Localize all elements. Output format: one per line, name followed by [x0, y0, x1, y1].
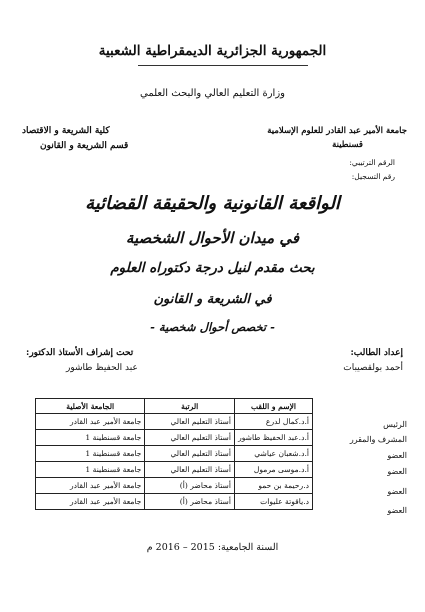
table-row [36, 478, 313, 494]
registration-number-label: رقم التسجيل: [351, 172, 395, 181]
prepared-by-label: إعداد الطالب: [350, 348, 403, 358]
member-name: أ.د.شعبان عياشي [235, 446, 313, 462]
table-row [36, 430, 313, 446]
member-rank: أستاذ محاضر (أ) [145, 494, 235, 510]
jury-role: العضو [387, 467, 407, 476]
table-row [36, 462, 313, 478]
degree-statement: بحث مقدم لنيل درجة دكتوراه العلوم [110, 260, 315, 276]
table-row [36, 446, 313, 462]
member-name: أ.د.موسى مرمول [235, 462, 313, 478]
member-rank: أستاذ التعليم العالي [145, 462, 235, 478]
header-rank: الرتبة [145, 399, 235, 414]
jury-role: العضو [387, 506, 407, 515]
academic-year: السنة الجامعية: 2015 – 2016 م [146, 542, 279, 553]
table-row [36, 494, 313, 510]
member-university: جامعة الأمير عبد القادر [36, 478, 145, 494]
jury-role: العضو [387, 451, 407, 460]
department-name: قسم الشريعة و القانون [40, 141, 129, 151]
member-rank: أستاذ محاضر (أ) [145, 478, 235, 494]
member-rank: أستاذ التعليم العالي [145, 446, 235, 462]
jury-role: المشرف والمقرر [349, 435, 407, 444]
header-name: الإسم و اللقب [235, 399, 313, 414]
jury-table [35, 398, 313, 510]
jury-role: الرئيس [383, 420, 407, 429]
member-name: أ.د.كمال لدرع [235, 414, 313, 430]
student-name: أحمد بولقصيبات [343, 363, 403, 373]
thesis-title: الواقعة القانونية والحقيقة القضائية [85, 193, 340, 214]
member-university: جامعة قسنطينة 1 [36, 446, 145, 462]
field-statement: في الشريعة و القانون [153, 292, 272, 307]
jury-role: العضو [387, 487, 407, 496]
member-rank: أستاذ التعليم العالي [145, 430, 235, 446]
member-name: د.ياقوتة عليوات [235, 494, 313, 510]
supervisor-name: عبد الحفيظ طاشور [66, 363, 138, 373]
republic-heading: الجمهورية الجزائرية الديمقراطية الشعبية [98, 43, 327, 59]
specialization-statement: - تخصص أحوال شخصية - [150, 320, 275, 334]
order-number-label: الرقم الترتيبي: [349, 158, 395, 167]
university-city: قسنطينة [332, 140, 363, 150]
header-university: الجامعة الأصلية [36, 399, 145, 414]
member-name: د.رحيمة بن حمو [235, 478, 313, 494]
member-university: جامعة الأمير عبد القادر [36, 494, 145, 510]
table-row [36, 414, 313, 430]
member-university: جامعة قسنطينة 1 [36, 462, 145, 478]
heading-underline [138, 65, 308, 66]
member-rank: أستاذ التعليم العالي [145, 414, 235, 430]
supervisor-label: تحت إشراف الأستاذ الدكتور: [26, 348, 134, 358]
university-name: جامعة الأمير عبد القادر للعلوم الإسلامية [267, 126, 407, 136]
thesis-title-subline: في ميدان الأحوال الشخصية [125, 229, 300, 247]
member-university: جامعة قسنطينة 1 [36, 430, 145, 446]
ministry-heading: وزارة التعليم العالي والبحث العلمي [140, 88, 285, 99]
member-name: أ.د.عبد الحفيظ طاشور [235, 430, 313, 446]
member-university: جامعة الأمير عبد القادر [36, 414, 145, 430]
jury-table-header [36, 399, 313, 414]
faculty-name: كلية الشريعة و الاقتصاد [22, 126, 110, 136]
